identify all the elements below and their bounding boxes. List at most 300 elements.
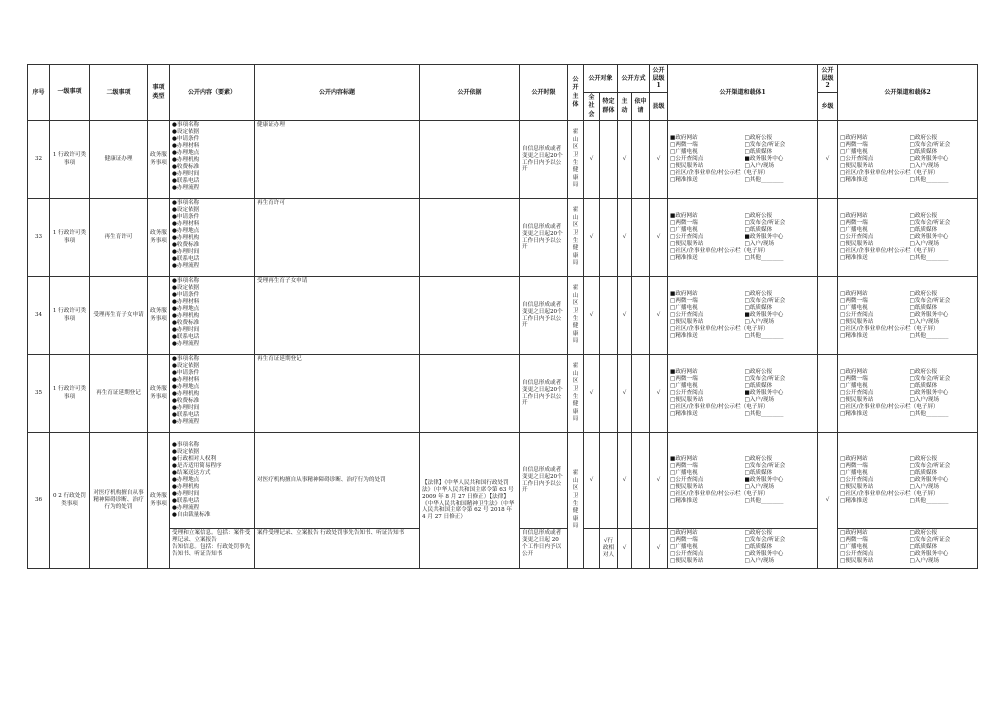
channel-option: □公开查阅点: [670, 312, 704, 318]
cell-channels1: [668, 355, 818, 433]
content-item: ●办理时间: [172, 170, 200, 177]
header-item-type: 事项类型: [148, 65, 170, 121]
channel-option: □广播电视: [670, 149, 698, 156]
cell-content-title: 健康证办理: [255, 121, 420, 199]
cell-target-specific: [600, 121, 618, 199]
cell-level1: 0 2 行政处罚类事项: [50, 433, 90, 569]
channel-option: □政务服务中心: [909, 390, 949, 396]
header-row-1: [28, 65, 978, 93]
channel-option: ■政府网站: [670, 369, 698, 376]
header-content: 公开内容（要素）: [170, 65, 255, 121]
header-seq: 序号: [28, 65, 50, 121]
channel-option: □精准推送: [840, 332, 868, 339]
channel-option: ■政府网站: [670, 456, 698, 463]
cell-level-county: √: [650, 121, 668, 199]
cell-basis: [420, 199, 520, 277]
channel-option: ■政务服务中心: [744, 234, 784, 240]
cell-content-title: 对医疗机构擅自从事精神障碍诊断、治疗行为的处罚: [255, 433, 420, 529]
channel-option: □公开查阅点: [840, 390, 874, 396]
content-item: ●办理机构: [172, 390, 200, 397]
content-item: ●设定依据: [172, 128, 200, 135]
channel-option: □两微一端: [670, 536, 698, 543]
disclosure-table: [27, 64, 978, 569]
channel-option: □社区/企事业单位/村公示栏（电子屏）: [670, 247, 769, 254]
cell-level2: 受理再生育子女申请: [90, 277, 148, 355]
table-body-row36: [28, 433, 978, 569]
header-channels1: 公开渠道和载体1: [668, 65, 818, 121]
channel-option: □广播电视: [840, 149, 868, 156]
cell-item-type: 政务服务事项: [148, 433, 170, 569]
channel-option: □政府公报: [744, 456, 773, 463]
cell-target-specific: [600, 277, 618, 355]
content-item: ●办理地点: [172, 149, 200, 156]
cell-level-town: [818, 277, 838, 355]
header-method-apply: 依申请: [632, 93, 650, 121]
channel-option: ■政务服务中心: [744, 156, 784, 162]
channel-option: □政务服务中心: [909, 312, 949, 318]
cell-content: [170, 529, 255, 569]
channel-option: □公开查阅点: [670, 550, 704, 557]
table-row: [28, 199, 978, 277]
content-item: ●联系电话: [172, 333, 200, 340]
channel-option: □社区/企事业单位/村公示栏（电子屏）: [670, 169, 769, 176]
cell-content: [170, 121, 255, 199]
channel-option: ■政务服务中心: [744, 390, 784, 396]
content-item: ●收费标准: [172, 397, 200, 404]
channel-option: □公开查阅点: [670, 234, 704, 240]
cell-level-county: √: [650, 433, 668, 529]
channel-option: □发布会/听证会: [744, 536, 786, 543]
cell-seq: 32: [28, 121, 50, 199]
cell-level1: 1 行政许可类事项: [50, 277, 90, 355]
channel-option: □便民服务站: [670, 483, 704, 490]
header-channels2: 公开渠道和载体2: [838, 65, 978, 121]
channel-option: □发布会/听证会: [744, 376, 786, 383]
header-level2-group: 公开层级2: [818, 65, 838, 93]
content-item: ●自由裁量标准: [172, 511, 211, 518]
channel-option: □政务服务中心: [744, 550, 784, 557]
channel-option: □政府网站: [840, 291, 868, 298]
content-item: ●事项名称: [172, 278, 200, 284]
channel-option: □纸质媒体: [909, 305, 938, 312]
channel-option: □精准推送: [670, 332, 698, 339]
cell-seq: 36: [28, 433, 50, 569]
content-item: ●办理地点: [172, 305, 200, 312]
channel-option: □政府网站: [840, 135, 868, 142]
cell-level2: 对医疗机构擅自从事精神障碍诊断、治疗行为的处罚: [90, 433, 148, 569]
content-item: ●办理地点: [172, 227, 200, 234]
cell-period: 自信息形成或者变更之日起20个工作日内予以公开: [520, 277, 568, 355]
header-level1: 一级事项: [50, 65, 90, 121]
channel-option: □政府公报: [909, 291, 938, 298]
channel-option: □精准推送: [670, 497, 698, 504]
channel-option: □其他________: [744, 176, 784, 183]
channel-option: □公开查阅点: [840, 550, 874, 557]
content-item: ●设定依据: [172, 206, 200, 213]
table-row: [28, 433, 978, 529]
channel-option: □发布会/听证会: [909, 298, 951, 305]
channel-option: □两微一端: [840, 376, 868, 383]
content-item: ●办理材料: [172, 376, 200, 383]
content-item: ●办理流程: [172, 340, 200, 347]
channel-option: □公开查阅点: [840, 234, 874, 240]
cell-channels2: [838, 529, 978, 569]
content-item: ●办理流程: [172, 418, 200, 425]
channel-option: □其他________: [744, 332, 784, 339]
cell-method-apply: [632, 277, 650, 355]
channel-option: □两微一端: [840, 220, 868, 227]
channel-option: □政府网站: [670, 530, 698, 536]
channel-option: □政府公报: [744, 530, 773, 536]
header-level-town: 乡级: [818, 93, 838, 121]
content-item: ●办理流程: [172, 504, 200, 511]
channel-option: □入户/现场: [744, 396, 775, 403]
cell-level-county: √: [650, 199, 668, 277]
channel-option: □广播电视: [670, 383, 698, 390]
channel-option: □纸质媒体: [744, 470, 773, 477]
channel-option: □其他________: [909, 410, 949, 417]
channel-option: □纸质媒体: [909, 227, 938, 234]
channel-option: □政府公报: [909, 530, 938, 536]
content-item: ●办理流程: [172, 262, 200, 269]
cell-method-apply: [632, 199, 650, 277]
channel-option: □广播电视: [840, 227, 868, 234]
content-item: ●设定依据: [172, 284, 200, 291]
channel-option: □社区/企事业单位/村公示栏（电子屏）: [670, 490, 769, 497]
channel-option: ■政务服务中心: [744, 312, 784, 318]
content-item: ●联系电话: [172, 497, 200, 504]
header-method-active: 主动: [618, 93, 632, 121]
channel-option: □政府公报: [909, 369, 938, 376]
channel-option: □广播电视: [840, 543, 868, 550]
channel-option: □便民服务站: [840, 483, 874, 490]
cell-channels1: [668, 199, 818, 277]
header-target: 公开对象: [584, 65, 618, 93]
channel-option: □两微一端: [670, 463, 698, 470]
content-item: ●办理时间: [172, 404, 200, 411]
cell-basis: [420, 277, 520, 355]
channel-option: □纸质媒体: [744, 305, 773, 312]
cell-channels2: [838, 355, 978, 433]
channel-option: □社区/企事业单位/村公示栏（电子屏）: [840, 169, 939, 176]
cell-period: 自信息形成或者变更之日起20个工作日内予以公开: [520, 121, 568, 199]
channel-option: □纸质媒体: [744, 149, 773, 156]
cell-level2: 再生育证延期登记: [90, 355, 148, 433]
content-item: ●事项名称: [172, 442, 200, 449]
cell-seq: 34: [28, 277, 50, 355]
channel-option: □政府公报: [744, 213, 773, 220]
cell-period: 自信息形成或者变更之日起20个工作日内予以公开: [520, 355, 568, 433]
content-item: ●申请条件: [172, 291, 200, 298]
cell-subject: 霍山区卫生健康局: [568, 199, 584, 277]
channel-option: □其他________: [744, 254, 784, 261]
channel-option: □发布会/听证会: [744, 463, 786, 470]
cell-subject: 霍山区卫生健康局: [568, 355, 584, 433]
cell-period: 自信息形成或者变更之日起20个工作日内予以公开: [520, 433, 568, 529]
content-item: ●事项名称: [172, 356, 200, 362]
cell-channels2: [838, 433, 978, 529]
channel-option: □发布会/听证会: [909, 142, 951, 149]
cell-seq: 35: [28, 355, 50, 433]
content-item: 受理和立案信息。包括：案件受理记录、立案报告: [172, 530, 251, 543]
channel-option: □其他________: [909, 176, 949, 183]
cell-level2: 健康证办理: [90, 121, 148, 199]
channel-option: □入户/现场: [909, 318, 940, 325]
cell-level-town: √: [818, 121, 838, 199]
cell-basis: [420, 355, 520, 433]
channel-option: □两微一端: [670, 298, 698, 305]
content-item: ●收费标准: [172, 319, 200, 326]
channel-option: □两微一端: [840, 463, 868, 470]
cell-target-all: √: [584, 121, 600, 199]
channel-option: □发布会/听证会: [909, 463, 951, 470]
content-item: 告知信息。包括：行政处罚事先告知书、听证告知书: [172, 543, 251, 557]
content-item: ●办理时间: [172, 248, 200, 255]
content-item: ●设定依据: [172, 449, 200, 456]
cell-period: 自信息形成或者变更之日起 20 个工作日内予以公开: [520, 529, 568, 569]
channel-option: □入户/现场: [909, 162, 940, 169]
channel-option: □便民服务站: [670, 396, 704, 403]
channel-option: □广播电视: [840, 305, 868, 312]
table-body: [28, 121, 978, 433]
channel-option: □政府公报: [909, 456, 938, 463]
channel-option: □政府公报: [744, 135, 773, 142]
cell-method-active: √: [618, 355, 632, 433]
channel-option: □纸质媒体: [909, 543, 938, 550]
header-period: 公开时限: [520, 65, 568, 121]
channel-option: ■政府网站: [670, 135, 698, 142]
channel-option: □广播电视: [670, 470, 698, 477]
channel-option: □便民服务站: [840, 162, 874, 169]
channel-option: □公开查阅点: [840, 312, 874, 318]
header-level2: 二级事项: [90, 65, 148, 121]
channel-option: □政务服务中心: [909, 156, 949, 162]
content-item: ●办理材料: [172, 142, 200, 149]
channel-option: □便民服务站: [840, 557, 874, 564]
cell-content-title: 案件受理记录、立案报告 行政处罚事先告知书、听证告知书: [255, 529, 420, 569]
cell-level-town: [818, 199, 838, 277]
cell-channels1: [668, 433, 818, 529]
channel-option: □政府网站: [840, 369, 868, 376]
cell-content: [170, 433, 255, 529]
header-content-title: 公开内容标题: [255, 65, 420, 121]
content-item: ●办理机构: [172, 234, 200, 241]
header-method: 公开方式: [618, 65, 650, 93]
header-level-county: 县级: [650, 93, 668, 121]
channel-option: □政府公报: [909, 135, 938, 142]
channel-option: □公开查阅点: [670, 156, 704, 162]
content-item: ●收费标准: [172, 241, 200, 248]
channel-option: □入户/现场: [744, 557, 775, 564]
cell-target-specific: [600, 199, 618, 277]
cell-level1: 1 行政许可类事项: [50, 121, 90, 199]
cell-method-apply: [632, 529, 650, 569]
cell-item-type: 政务服务事项: [148, 199, 170, 277]
channel-option: □其他________: [909, 254, 949, 261]
content-item: ●联系电话: [172, 177, 200, 184]
cell-target-specific: √行政相对人: [600, 529, 618, 569]
cell-content: [170, 199, 255, 277]
cell-target-specific: [600, 355, 618, 433]
channel-option: □发布会/听证会: [909, 220, 951, 227]
cell-channels2: [838, 121, 978, 199]
cell-level-county: √: [650, 355, 668, 433]
header-basis: 公开依据: [420, 65, 520, 121]
cell-content-title: 再生育许可: [255, 199, 420, 277]
content-item: ●事项名称: [172, 122, 200, 128]
cell-level-county: √: [650, 277, 668, 355]
channel-option: □精准推送: [840, 176, 868, 183]
channel-option: □精准推送: [840, 254, 868, 261]
channel-option: □便民服务站: [840, 318, 874, 325]
cell-content: [170, 355, 255, 433]
table-row: [28, 355, 978, 433]
content-item: ●办理流程: [172, 184, 200, 191]
cell-channels1: [668, 529, 818, 569]
cell-method-apply: [632, 433, 650, 529]
cell-subject: 霍山区卫生健康局: [568, 433, 584, 569]
cell-method-active: √: [618, 121, 632, 199]
channel-option: □精准推送: [670, 176, 698, 183]
cell-basis: [420, 121, 520, 199]
channel-option: □精准推送: [840, 497, 868, 504]
cell-target-all: √: [584, 355, 600, 433]
channel-option: □广播电视: [840, 383, 868, 390]
channel-option: ■政府网站: [670, 291, 698, 298]
table-row: [28, 121, 978, 199]
cell-subject: 霍山区卫生健康局: [568, 121, 584, 199]
table-row: [28, 277, 978, 355]
channel-option: □政府公报: [909, 213, 938, 220]
channel-option: □便民服务站: [840, 240, 874, 247]
content-item: ●办理材料: [172, 220, 200, 227]
channel-option: □政务服务中心: [909, 234, 949, 240]
channel-option: □公开查阅点: [840, 156, 874, 162]
channel-option: □入户/现场: [744, 483, 775, 490]
content-item: ●申请条件: [172, 213, 200, 220]
cell-item-type: 政务服务事项: [148, 121, 170, 199]
cell-target-all: √: [584, 277, 600, 355]
content-item: ●办理机构: [172, 312, 200, 319]
channel-option: □精准推送: [670, 254, 698, 261]
channel-option: □便民服务站: [840, 396, 874, 403]
header-target-all: 全社会: [584, 93, 600, 121]
content-item: ●设定依据: [172, 362, 200, 369]
cell-seq: 33: [28, 199, 50, 277]
cell-method-apply: [632, 355, 650, 433]
cell-method-apply: [632, 121, 650, 199]
cell-channels1: [668, 277, 818, 355]
channel-option: □便民服务站: [670, 557, 704, 564]
content-item: ●办理机构: [172, 156, 200, 163]
channel-option: □其他________: [909, 332, 949, 339]
channel-option: □精准推送: [840, 410, 868, 417]
channel-option: □其他________: [744, 410, 784, 417]
cell-level1: 1 行政许可类事项: [50, 355, 90, 433]
channel-option: □发布会/听证会: [909, 376, 951, 383]
channel-option: □社区/企事业单位/村公示栏（电子屏）: [840, 325, 939, 332]
channel-option: □入户/现场: [909, 483, 940, 490]
channel-option: □纸质媒体: [744, 227, 773, 234]
cell-method-active: √: [618, 199, 632, 277]
channel-option: □社区/企事业单位/村公示栏（电子屏）: [840, 247, 939, 254]
channel-option: □入户/现场: [744, 240, 775, 247]
cell-basis: 【法律】《中华人民共和国行政处罚法》（中华人民共和国主席令第 63 号 2009 年 8 月 27 日修正）【法律】《中华人民共和国精神卫生法》（中华人民共和国主席令第 62 号 2018 年 4 月 27 日修正）: [420, 433, 520, 569]
cell-level1: 1 行政许可类事项: [50, 199, 90, 277]
channel-option: □入户/现场: [909, 557, 940, 564]
channel-option: □社区/企事业单位/村公示栏（电子屏）: [840, 490, 939, 497]
content-item: ●申请条件: [172, 369, 200, 376]
cell-target-specific: [600, 433, 618, 529]
channel-option: □两微一端: [670, 376, 698, 383]
content-item: ●结案送达方式: [172, 470, 211, 477]
channel-option: □其他________: [909, 497, 949, 504]
channel-option: ■政府网站: [670, 213, 698, 220]
channel-option: □便民服务站: [670, 162, 704, 169]
cell-method-active: √: [618, 529, 632, 569]
cell-level-county: √: [650, 529, 668, 569]
cell-content: [170, 277, 255, 355]
channel-option: □两微一端: [670, 220, 698, 227]
cell-channels2: [838, 277, 978, 355]
cell-item-type: 政务服务事项: [148, 277, 170, 355]
channel-option: □两微一端: [840, 536, 868, 543]
channel-option: □纸质媒体: [909, 149, 938, 156]
header-target-specific: 特定群体: [600, 93, 618, 121]
content-item: ●收费标准: [172, 163, 200, 170]
cell-method-active: √: [618, 433, 632, 529]
channel-option: □便民服务站: [670, 318, 704, 325]
cell-target-all: √: [584, 199, 600, 277]
channel-option: □两微一端: [840, 142, 868, 149]
channel-option: □政府公报: [744, 369, 773, 376]
channel-option: ■政务服务中心: [744, 477, 784, 483]
content-item: ●事项名称: [172, 200, 200, 206]
channel-option: □广播电视: [670, 543, 698, 550]
cell-target-all: [584, 529, 600, 569]
channel-option: □入户/现场: [744, 318, 775, 325]
channel-option: □发布会/听证会: [744, 298, 786, 305]
content-item: ●联系电话: [172, 255, 200, 262]
channel-option: □广播电视: [670, 305, 698, 312]
channel-option: □入户/现场: [909, 396, 940, 403]
header-subject: 公开主体: [568, 65, 584, 121]
channel-option: □纸质媒体: [909, 383, 938, 390]
cell-method-active: √: [618, 277, 632, 355]
channel-option: □其他________: [744, 497, 784, 504]
channel-option: □发布会/听证会: [909, 536, 951, 543]
cell-content-title: 再生育证延期登记: [255, 355, 420, 433]
channel-option: □政务服务中心: [909, 550, 949, 557]
content-item: ●办理时间: [172, 490, 200, 497]
channel-option: □两微一端: [670, 142, 698, 149]
cell-channels1: [668, 121, 818, 199]
channel-option: □入户/现场: [744, 162, 775, 169]
content-item: ●办理机构: [172, 483, 200, 490]
channel-option: □广播电视: [670, 227, 698, 234]
content-item: ●联系电话: [172, 411, 200, 418]
channel-option: □政府公报: [744, 291, 773, 298]
channel-option: □发布会/听证会: [744, 220, 786, 227]
channel-option: □发布会/听证会: [744, 142, 786, 149]
channel-option: □政务服务中心: [909, 477, 949, 483]
content-item: ●办理地点: [172, 477, 200, 483]
cell-level-town: [818, 355, 838, 433]
cell-level2: 再生育许可: [90, 199, 148, 277]
channel-option: □社区/企事业单位/村公示栏（电子屏）: [840, 403, 939, 410]
channel-option: □便民服务站: [670, 240, 704, 247]
content-item: ●申请条件: [172, 135, 200, 142]
